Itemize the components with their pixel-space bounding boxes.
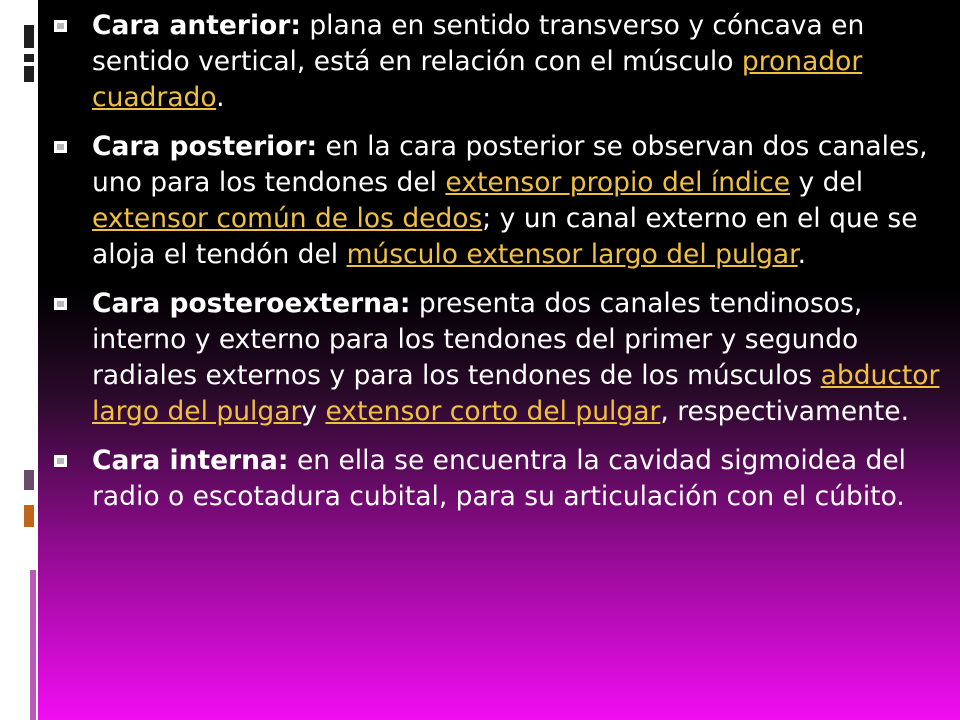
link-pronador-cuadrado[interactable]: pronador cuadrado xyxy=(92,46,863,113)
list-item-cara-posteroexterna xyxy=(54,286,944,430)
item-heading: Cara posteroexterna: xyxy=(92,288,411,319)
link-extensor-propio-indice[interactable]: extensor propio del índice xyxy=(445,167,791,198)
slide xyxy=(38,0,960,720)
item-text: y del xyxy=(790,167,864,198)
item-heading: Cara posterior: xyxy=(92,131,318,162)
square-bullet-icon xyxy=(54,298,67,310)
list-item-cara-anterior xyxy=(54,8,944,116)
item-text: presenta dos canales tendinosos, interno y externo para los tendones del primer y segundo radiales externos y para los tendones de los músculos xyxy=(92,288,863,391)
item-text: ; y un canal externo en el que se aloja el tendón del xyxy=(92,203,918,270)
item-text: . xyxy=(216,82,225,113)
item-heading: Cara interna: xyxy=(92,445,289,476)
link-abductor-largo-pulgar[interactable]: abductor largo del pulgar xyxy=(92,360,940,427)
link-extensor-corto-pulgar[interactable]: extensor corto del pulgar xyxy=(325,396,661,427)
square-bullet-icon xyxy=(54,455,67,467)
bullet-list xyxy=(54,8,944,528)
edge-decoration xyxy=(0,0,38,720)
list-item-cara-interna xyxy=(54,443,944,515)
square-bullet-icon xyxy=(54,20,67,32)
item-heading: Cara anterior: xyxy=(92,10,301,41)
item-text: , respectivamente. xyxy=(660,396,910,427)
square-bullet-icon xyxy=(54,141,67,153)
item-text: plana en sentido transverso y cóncava en sentido vertical, está en relación con el músculo xyxy=(92,10,865,77)
item-text: y xyxy=(301,396,326,427)
item-text: en la cara posterior se observan dos canales, uno para los tendones del xyxy=(92,131,928,198)
item-text: . xyxy=(797,239,807,270)
link-extensor-largo-pulgar[interactable]: músculo extensor largo del pulgar xyxy=(346,239,798,270)
item-text: en ella se encuentra la cavidad sigmoidea del radio o escotadura cubital, para su articulación con el cúbito. xyxy=(92,445,907,512)
link-extensor-comun-dedos[interactable]: extensor común de los dedos xyxy=(92,203,483,234)
list-item-cara-posterior xyxy=(54,129,944,273)
